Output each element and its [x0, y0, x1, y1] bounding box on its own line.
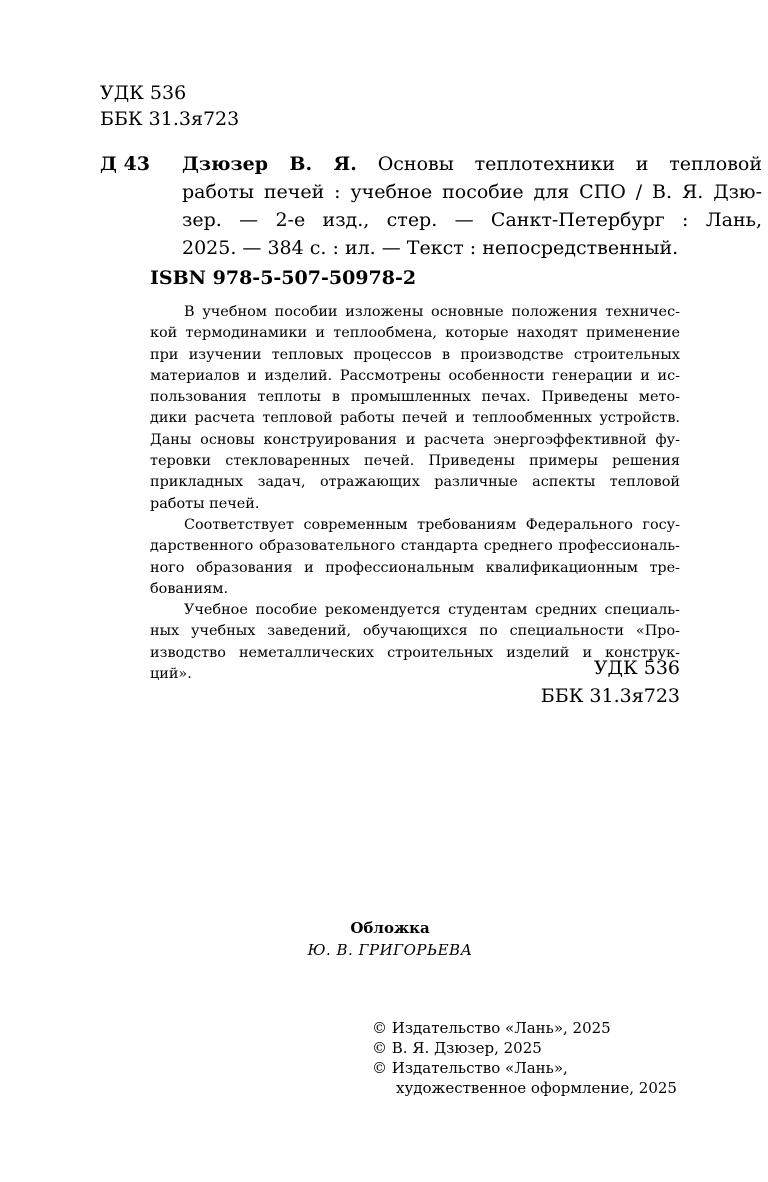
annotation-line: изводство неметаллических строительных изделий и конструк- — [150, 644, 680, 661]
author-mark: Д 43 — [100, 153, 150, 175]
biblio-line: работы печей : учебное пособие для СПО / В. Я. Дзю- — [182, 181, 762, 203]
classification-codes-top — [100, 80, 239, 132]
isbn: ISBN 978-5-507-50978-2 — [150, 267, 417, 289]
udk-code: УДК 536 — [100, 82, 187, 104]
biblio-line: 2025. — 384 с. : ил. — Текст : непосредственный. — [182, 237, 679, 259]
annotation-line: теровки стекловаренных печей. Приведены примеры решения — [150, 453, 680, 470]
annotation-line: работы печей. — [150, 495, 260, 512]
annotation-line: при изучении тепловых процессов в производстве строительных — [150, 346, 680, 363]
biblio-line: зер. — 2-е изд., стер. — Санкт-Петербург : Лань, — [182, 209, 762, 231]
copyright-line: © В. Я. Дзюзер, 2025 — [372, 1039, 542, 1057]
author-name: Дзюзер В. Я. — [182, 153, 357, 175]
annotation-line: ного образования и профессиональным квалификационным тре- — [150, 559, 680, 576]
annotation-line: ций». — [150, 666, 192, 683]
bbk-code: ББК 31.3я723 — [540, 685, 680, 707]
biblio-line — [182, 150, 762, 178]
annotation-line: Даны основы конструирования и расчета энергоэффективной фу- — [150, 431, 680, 448]
copyright-block — [372, 1018, 677, 1098]
annotation-line: бованиям. — [150, 580, 229, 597]
annotation-line: ных учебных заведений, обучающихся по специальности «Про- — [150, 623, 680, 640]
copyright-line: © Издательство «Лань», 2025 — [372, 1019, 611, 1037]
annotation-line: материалов и изделий. Рассмотрены особенности генерации и ис- — [150, 367, 680, 384]
bibliographic-description — [182, 150, 762, 262]
biblio-title-rest: Основы теплотехники и тепловой — [377, 153, 762, 175]
annotation-line: В учебном пособии изложены основные положения техничес- — [184, 304, 680, 320]
annotation-line: пользования теплоты в промышленных печах. Приведены мето- — [150, 389, 680, 406]
annotation — [150, 302, 680, 685]
copyright-line: © Издательство «Лань», — [372, 1059, 568, 1077]
annotation-line: Учебное пособие рекомендуется студентам средних специаль- — [184, 602, 680, 619]
bbk-code: ББК 31.3я723 — [100, 108, 240, 130]
annotation-line: дарственного образовательного стандарта среднего профессиональ- — [150, 538, 680, 555]
copyright-line: художественное оформление, 2025 — [396, 1079, 677, 1097]
classification-codes-bottom — [541, 654, 680, 710]
annotation-line: дики расчета тепловой работы печей и теплообменных устройств. — [150, 410, 680, 427]
cover-designer-name: Ю. В. ГРИГОРЬЕВА — [307, 941, 473, 959]
cover-credit-label: Обложка — [350, 919, 430, 937]
cover-credit — [0, 917, 768, 961]
annotation-line: Соответствует современным требованиям Федерального госу- — [184, 516, 680, 533]
annotation-line: прикладных задач, отражающих различные аспекты тепловой — [150, 474, 680, 491]
udk-code: УДК 536 — [593, 657, 680, 679]
annotation-line: кой термодинамики и теплообмена, которые находят применение — [150, 325, 680, 342]
